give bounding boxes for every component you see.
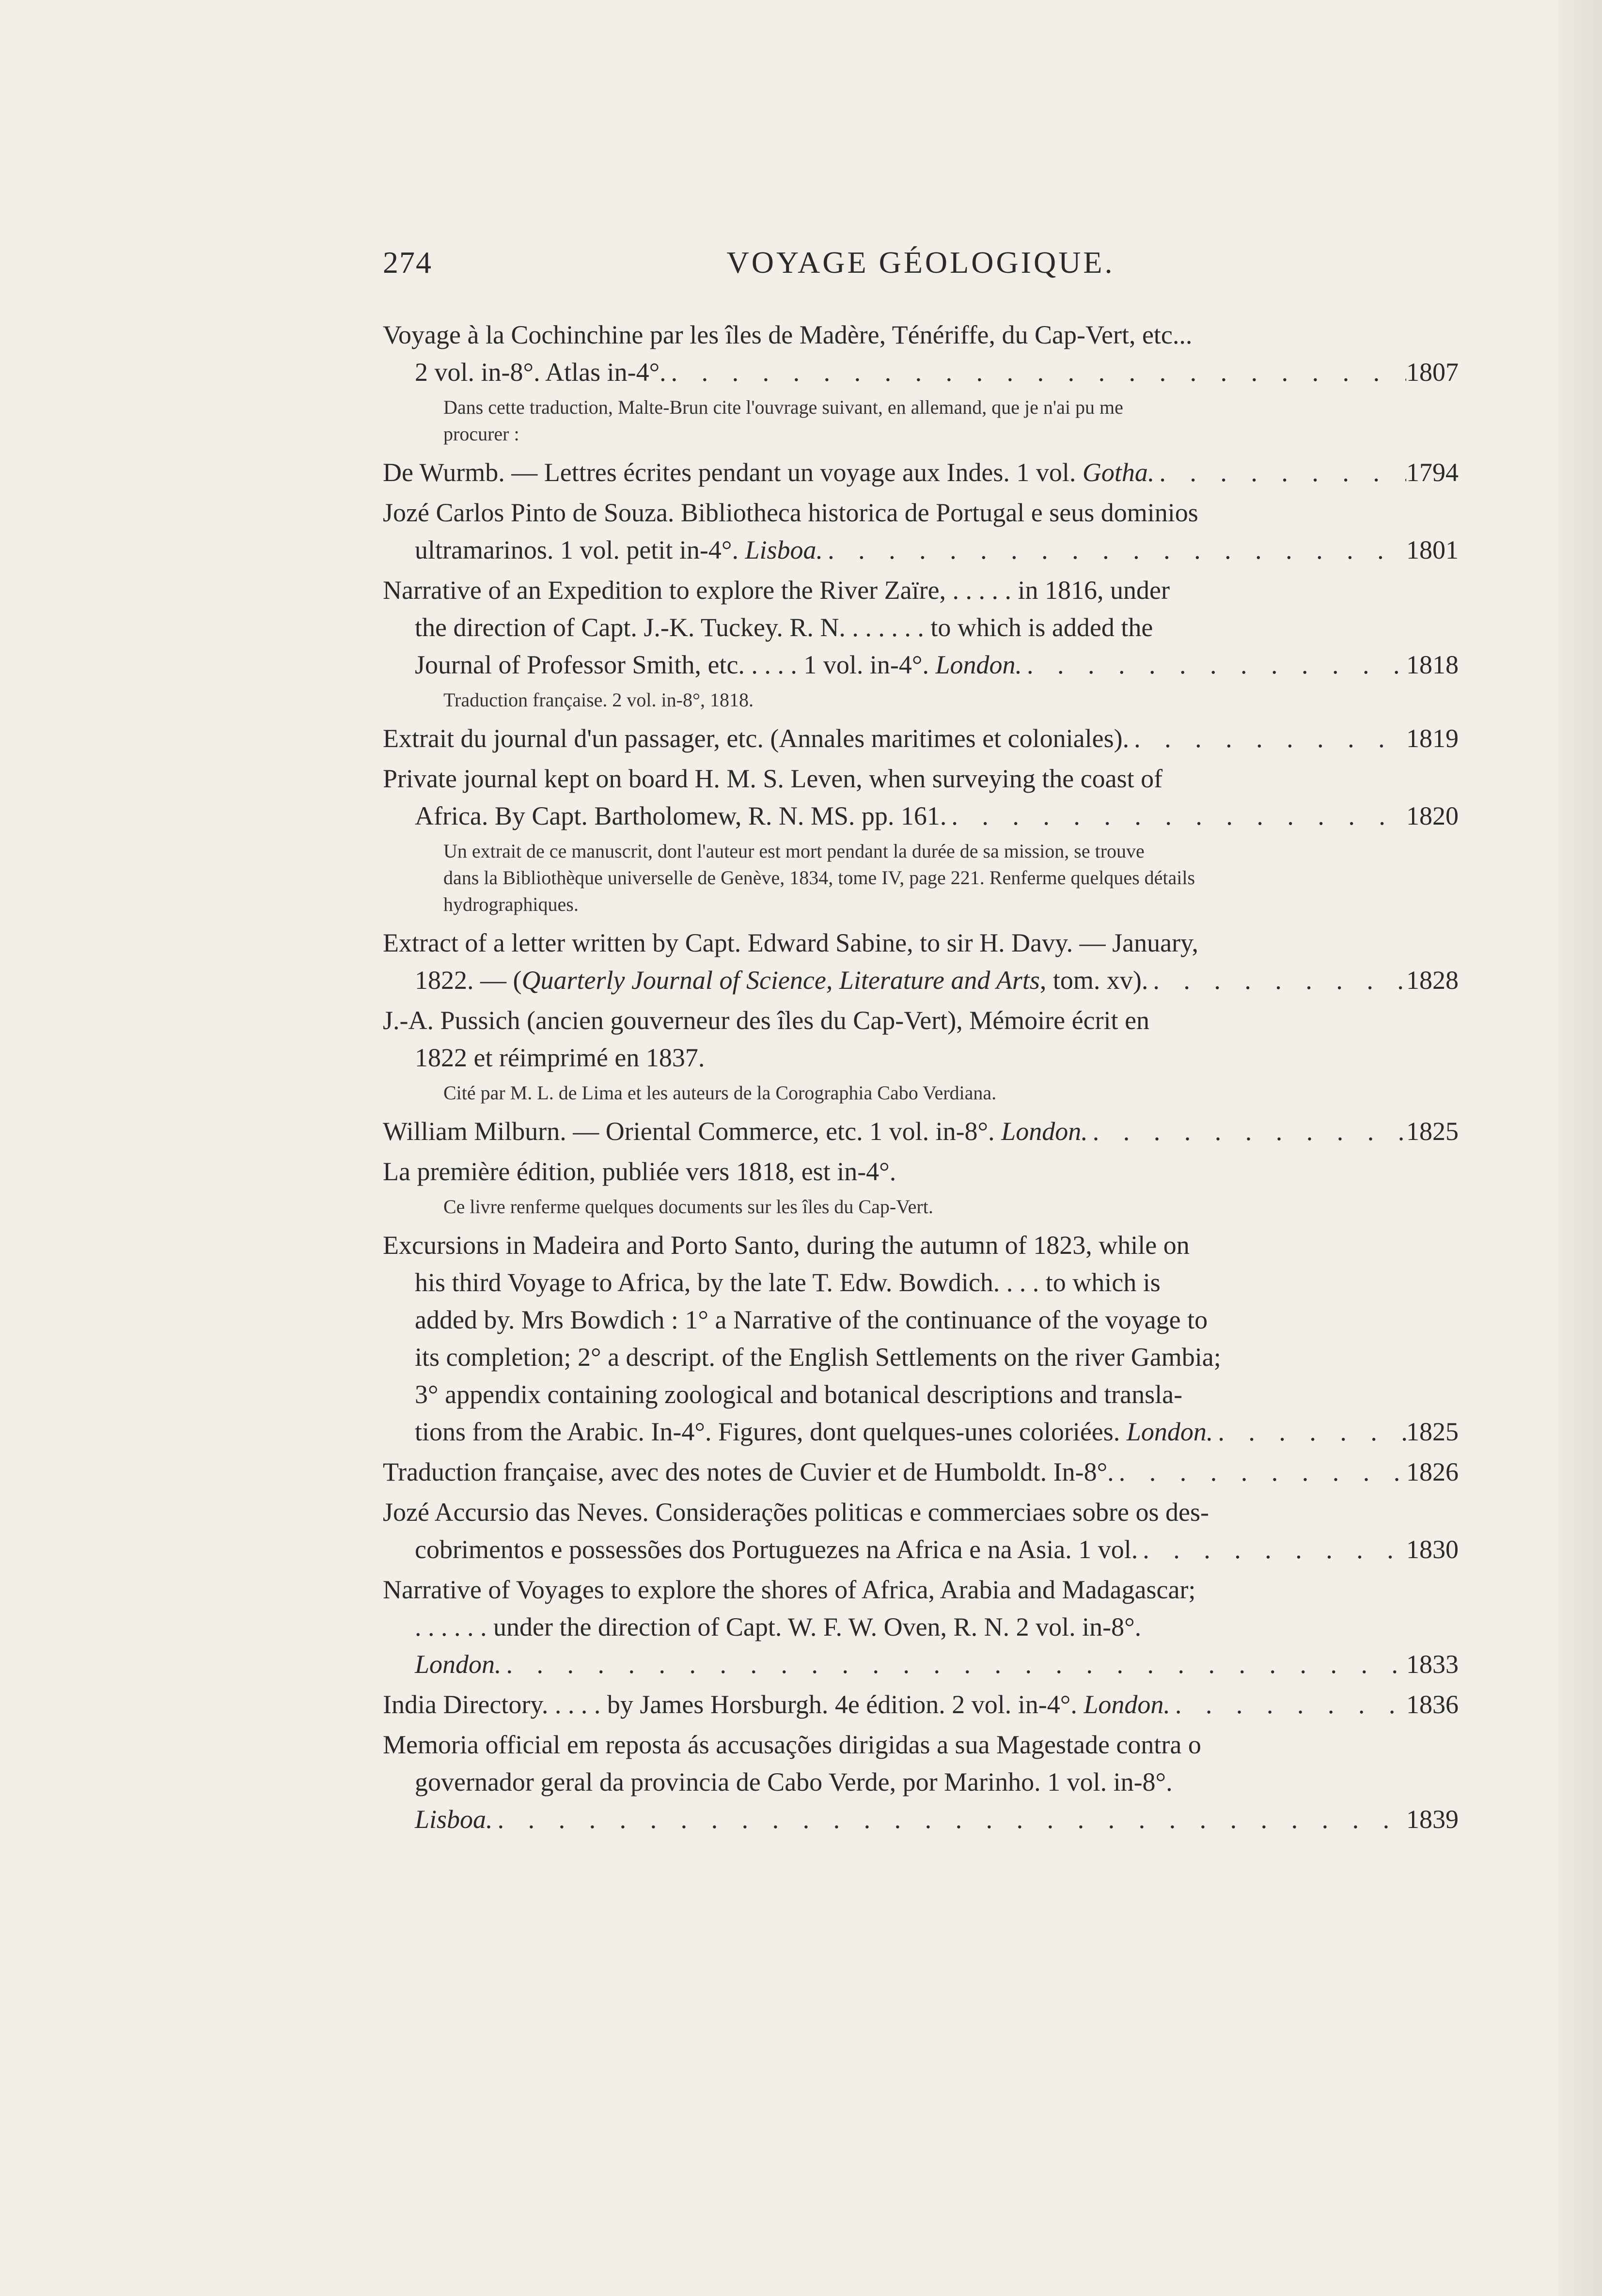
bibliography-entry	[383, 494, 1459, 569]
entry-line: Narrative of an Expedition to explore the River Zaïre, . . . . . in 1816, under	[383, 576, 1170, 605]
dot-leader	[1154, 454, 1406, 491]
entry-line: tions from the Arabic. In-4°. Figures, dont quelques-unes coloriées. London. . . . 1825	[383, 1413, 1459, 1451]
bibliography-entry	[383, 1002, 1459, 1106]
entry-line: William Milburn. — Oriental Commerce, etc. 1 vol. in-8°. London. . . . 1825	[383, 1113, 1459, 1150]
journal-title: Quarterly Journal of Science, Literature and Arts	[521, 966, 1040, 995]
entry-line: 3° appendix containing zoological and botanical descriptions and transla-	[415, 1380, 1183, 1409]
entry-line: added by. Mrs Bowdich : 1° a Narrative of the continuance of the voyage to	[415, 1305, 1208, 1334]
entry-line: Extrait du journal d'un passager, etc. (Annales maritimes et coloniales). . . . 1819	[383, 720, 1459, 757]
bibliography-entry	[383, 1494, 1459, 1568]
entry-year: 1807	[1406, 358, 1459, 387]
bibliography-entry	[383, 760, 1459, 918]
entry-line: Voyage à la Cochinchine par les îles de Madère, Ténériffe, du Cap-Vert, etc...	[383, 320, 1193, 349]
bibliography-entry	[383, 1571, 1459, 1683]
dot-leader	[1213, 1413, 1406, 1451]
bibliography-entry	[383, 1113, 1459, 1150]
entry-place: Lisboa.	[415, 1805, 493, 1834]
dot-leader	[502, 1646, 1406, 1683]
bibliography-entry	[383, 924, 1459, 999]
entry-place: London.	[1084, 1690, 1170, 1719]
entry-place: London.	[1001, 1117, 1088, 1146]
entry-line: India Directory. . . . . by James Horsburgh. 4e édition. 2 vol. in-4°. London. . . . 1836	[383, 1686, 1459, 1723]
entry-line	[383, 1801, 1459, 1838]
dot-leader	[1114, 1453, 1406, 1491]
entry-line: De Wurmb. — Lettres écrites pendant un voyage aux Indes. 1 vol. Gotha. . . . 1794	[383, 454, 1459, 491]
dot-leader	[1138, 1531, 1406, 1568]
bibliography-entry	[383, 1227, 1459, 1451]
entry-line: ultramarinos. 1 vol. petit in-4°. Lisboa. . . . 1801	[383, 531, 1459, 569]
bibliography-entry	[383, 572, 1459, 713]
entry-line: Traduction française, avec des notes de Cuvier et de Humboldt. In-8°. . . . 1826	[383, 1453, 1459, 1491]
page-header	[383, 245, 1459, 298]
bibliography-entry	[383, 1726, 1459, 1838]
entry-line: Extract of a letter written by Capt. Edward Sabine, to sir H. Davy. — January,	[383, 928, 1199, 957]
dot-leader	[1129, 720, 1406, 757]
entry-note: Traduction française. 2 vol. in-8°, 1818.	[443, 689, 754, 711]
entry-line: 2 vol. in-8°. Atlas in-4°. . . . 1807	[383, 354, 1459, 391]
entry-year: 1836	[1406, 1690, 1459, 1719]
dot-leader	[493, 1801, 1406, 1838]
bibliography-entry	[383, 316, 1459, 447]
entry-year: 1833	[1406, 1650, 1459, 1679]
entry-year: 1839	[1406, 1805, 1459, 1834]
entry-year: 1825	[1406, 1417, 1459, 1446]
entry-line: Jozé Accursio das Neves. Considerações politicas e commerciaes sobre os des-	[383, 1498, 1209, 1527]
bibliography-entry	[383, 1153, 1459, 1220]
bibliography-entry	[383, 1453, 1459, 1491]
book-page	[383, 245, 1459, 1841]
entry-place: London.	[935, 650, 1022, 679]
entry-line	[383, 1646, 1459, 1683]
entry-line: governador geral da provincia de Cabo Verde, por Marinho. 1 vol. in-8°.	[415, 1767, 1173, 1796]
entry-note: Ce livre renferme quelques documents sur les îles du Cap-Vert.	[443, 1196, 933, 1218]
entry-place: Lisboa.	[745, 535, 823, 564]
bibliography-entry	[383, 1686, 1459, 1723]
entry-line: J.-A. Pussich (ancien gouverneur des îles du Cap-Vert), Mémoire écrit en	[383, 1006, 1150, 1035]
entry-year: 1825	[1406, 1117, 1459, 1146]
entry-year: 1819	[1406, 724, 1459, 753]
entry-place: London.	[1126, 1417, 1213, 1446]
entry-note: Un extrait de ce manuscrit, dont l'auteur est mort pendant la durée de sa mission, se trouve dans la Bibliothèque universelle de Genève, 1834, tome IV, page 221. Renferme quelques détails hydrographiques.	[443, 840, 1195, 915]
dot-leader	[1170, 1686, 1406, 1723]
dot-leader	[946, 797, 1406, 835]
page-number: 274	[383, 245, 432, 280]
entry-line: its completion; 2° a descript. of the English Settlements on the river Gambia;	[415, 1343, 1221, 1372]
dot-leader	[1148, 962, 1406, 999]
entry-line: Narrative of Voyages to explore the shores of Africa, Arabia and Madagascar;	[383, 1575, 1196, 1604]
entry-line: Memoria official em reposta ás accusações dirigidas a sua Magestade contra o	[383, 1730, 1201, 1759]
bibliography-entry	[383, 720, 1459, 757]
page-edge	[1558, 0, 1602, 2296]
entry-line: Private journal kept on board H. M. S. Leven, when surveying the coast of	[383, 764, 1163, 793]
entry-line: Africa. By Capt. Bartholomew, R. N. MS. pp. 161. . . . 1820	[383, 797, 1459, 835]
entry-note: Dans cette traduction, Malte-Brun cite l'ouvrage suivant, en allemand, que je n'ai pu me procurer :	[443, 396, 1123, 445]
entry-line: La première édition, publiée vers 1818, est in-4°.	[383, 1157, 896, 1186]
entry-place: London.	[415, 1650, 502, 1679]
entry-note: Cité par M. L. de Lima et les auteurs de la Corographia Cabo Verdiana.	[443, 1082, 997, 1104]
entry-line: Journal of Professor Smith, etc. . . . . 1 vol. in-4°. London. . . . 1818	[383, 646, 1459, 684]
running-title: VOYAGE GÉOLOGIQUE.	[726, 245, 1115, 280]
entry-year: 1801	[1406, 535, 1459, 564]
entry-line: 1822 et réimprimé en 1837.	[415, 1043, 705, 1072]
entry-year: 1828	[1406, 966, 1459, 995]
dot-leader	[1088, 1113, 1406, 1150]
entry-line: . . . . . . under the direction of Capt. W. F. W. Oven, R. N. 2 vol. in-8°.	[415, 1612, 1142, 1641]
entry-year: 1830	[1406, 1535, 1459, 1564]
bibliography-entry	[383, 454, 1459, 491]
entry-line: Excursions in Madeira and Porto Santo, during the autumn of 1823, while on	[383, 1231, 1190, 1260]
entry-line: the direction of Capt. J.-K. Tuckey. R. N. . . . . . . to which is added the	[415, 613, 1153, 642]
entry-line: his third Voyage to Africa, by the late T. Edw. Bowdich. . . . to which is	[415, 1268, 1161, 1297]
dot-leader	[666, 354, 1406, 391]
entry-line: 1822. — ( Quarterly Journal of Science, Literature and Arts , tom. xv). . . . 1828	[383, 962, 1459, 999]
entry-year: 1826	[1406, 1457, 1459, 1486]
dot-leader	[1022, 646, 1406, 684]
entry-line: Jozé Carlos Pinto de Souza. Bibliotheca historica de Portugal e seus dominios	[383, 498, 1198, 527]
entry-year: 1818	[1406, 650, 1459, 679]
entry-line: cobrimentos e possessões dos Portuguezes na Africa e na Asia. 1 vol. . . . 1830	[383, 1531, 1459, 1568]
entry-year: 1794	[1406, 458, 1459, 487]
dot-leader	[823, 531, 1406, 569]
entry-year: 1820	[1406, 801, 1459, 830]
entry-place: Gotha.	[1082, 458, 1155, 487]
